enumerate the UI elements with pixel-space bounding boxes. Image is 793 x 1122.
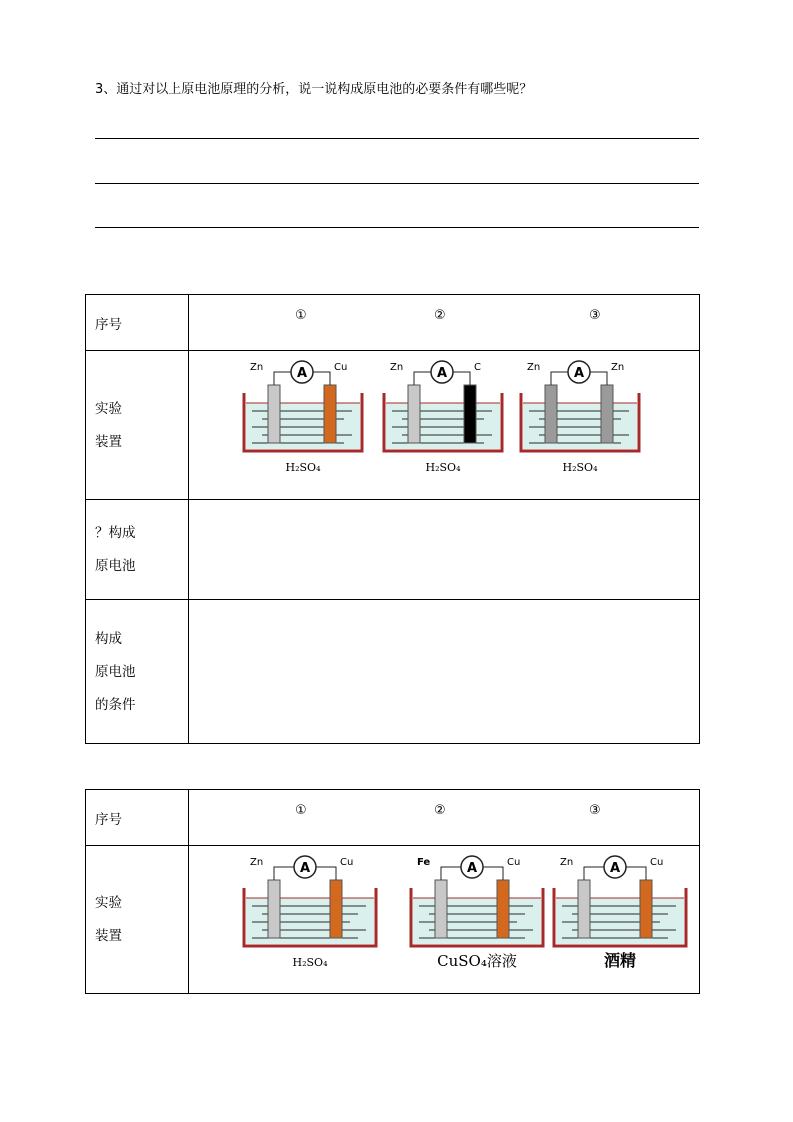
form-answer-cell[interactable] (189, 500, 700, 600)
apparatus-2-2 (411, 858, 551, 983)
answer-line-3[interactable] (95, 227, 699, 228)
apparatus-2-3 (554, 858, 694, 983)
solution-label: H₂SO₄ (285, 461, 321, 474)
left-electrode-label: Zn (250, 857, 264, 868)
ammeter-label: A (466, 861, 478, 876)
experiment-table-1 (85, 294, 700, 744)
right-wire (626, 867, 646, 880)
ammeter-label: A (299, 861, 311, 876)
number-row (189, 790, 700, 846)
liquid (246, 403, 360, 449)
apparatus-1-3 (521, 363, 646, 488)
right-electrode (640, 880, 652, 938)
left-electrode-label: Zn (560, 857, 574, 868)
solution-label: 酒精 (603, 951, 637, 970)
experiment-table-2 (85, 789, 700, 994)
right-wire (590, 372, 607, 385)
number-1: ① (295, 803, 307, 818)
answer-line-2[interactable] (95, 183, 699, 184)
left-wire (414, 372, 431, 385)
ammeter-label: A (609, 861, 621, 876)
ammeter-label: A (436, 366, 448, 381)
left-electrode-label: Zn (390, 362, 404, 373)
left-electrode (545, 385, 557, 443)
ammeter-label: A (296, 366, 308, 381)
answer-line-1[interactable] (95, 138, 699, 139)
apparatus-1-1 (244, 363, 369, 488)
right-wire (313, 372, 330, 385)
left-electrode-label: Zn (250, 362, 264, 373)
solution-label: H₂SO₄ (292, 956, 328, 969)
left-electrode-label: Fe (417, 857, 431, 868)
left-electrode (268, 880, 280, 938)
number-row (189, 295, 700, 351)
left-electrode (578, 880, 590, 938)
form-label: ？构成 原电池 (86, 500, 189, 600)
right-electrode-label: Cu (340, 857, 354, 868)
header-label: 序号 (86, 295, 189, 351)
number-3: ③ (589, 308, 601, 323)
left-wire (274, 867, 294, 880)
number-2: ② (434, 308, 446, 323)
left-wire (584, 867, 604, 880)
liquid (523, 403, 637, 449)
ammeter-label: A (573, 366, 585, 381)
left-electrode (268, 385, 280, 443)
apparatus-1-2 (384, 363, 509, 488)
condition-label: 构成 原电池 的条件 (86, 600, 189, 744)
number-2: ② (434, 803, 446, 818)
liquid (386, 403, 500, 449)
device-label: 实验 装置 (86, 351, 189, 500)
condition-answer-cell[interactable] (189, 600, 700, 744)
solution-label: H₂SO₄ (562, 461, 598, 474)
apparatus-row (189, 846, 700, 994)
liquid (556, 898, 684, 944)
right-electrode-label: Cu (650, 857, 664, 868)
number-1: ① (295, 308, 307, 323)
number-3: ③ (589, 803, 601, 818)
left-wire (551, 372, 568, 385)
apparatus-row (189, 351, 700, 500)
left-wire (441, 867, 461, 880)
solution-label: H₂SO₄ (425, 461, 461, 474)
right-electrode (324, 385, 336, 443)
right-electrode (601, 385, 613, 443)
right-electrode (330, 880, 342, 938)
right-electrode (497, 880, 509, 938)
question-text: 3、通过对以上原电池原理的分析，说一说构成原电池的必要条件有哪些呢？ (95, 82, 533, 97)
right-wire (453, 372, 470, 385)
right-wire (483, 867, 503, 880)
right-electrode (464, 385, 476, 443)
right-electrode-label: Cu (334, 362, 348, 373)
header-label: 序号 (86, 790, 189, 846)
left-electrode (435, 880, 447, 938)
device-label: 实验 装置 (86, 846, 189, 994)
left-wire (274, 372, 291, 385)
right-electrode-label: C (474, 362, 481, 373)
left-electrode-label: Zn (527, 362, 541, 373)
apparatus-2-1 (244, 858, 384, 983)
liquid (413, 898, 541, 944)
solution-label: CuSO₄溶液 (437, 952, 517, 970)
right-electrode-label: Cu (507, 857, 521, 868)
right-wire (316, 867, 336, 880)
right-electrode-label: Zn (611, 362, 625, 373)
left-electrode (408, 385, 420, 443)
liquid (246, 898, 374, 944)
